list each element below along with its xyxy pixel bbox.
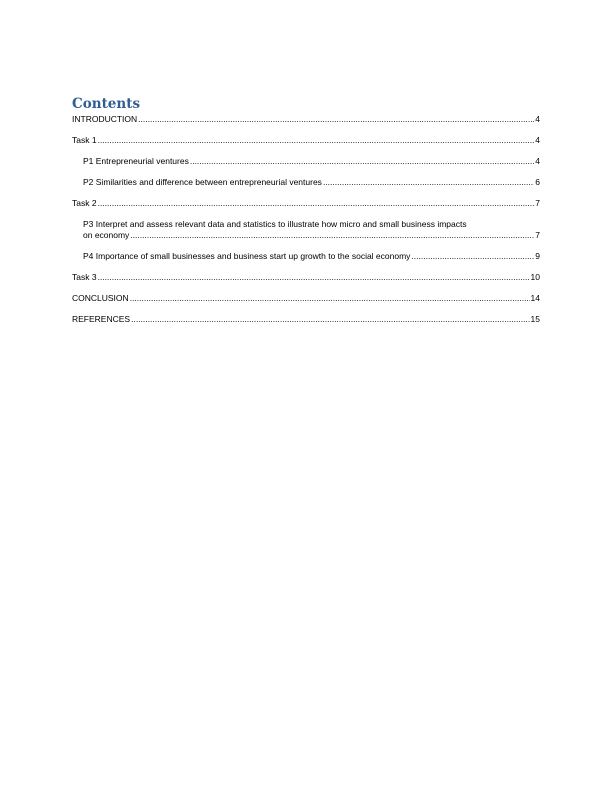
toc-entry-page: 7 — [535, 230, 540, 240]
toc-leader-dots — [323, 177, 534, 188]
toc-entry-p1[interactable] — [72, 156, 540, 167]
toc-entry-label: Task 2 — [72, 198, 97, 208]
toc-entry-label: REFERENCES — [72, 314, 131, 324]
toc-entry-label: Task 3 — [72, 272, 97, 282]
toc-entry-page: 10 — [530, 272, 540, 282]
toc-entry-conclusion[interactable] — [72, 293, 540, 304]
toc-entry-task-3[interactable] — [72, 272, 540, 283]
toc-leader-dots — [130, 230, 534, 241]
toc-entry-page: 4 — [535, 135, 540, 145]
toc-entry-label: INTRODUCTION — [72, 114, 138, 124]
toc-entry-label: P1 Entrepreneurial ventures — [83, 156, 189, 166]
toc-leader-dots — [98, 272, 530, 283]
toc-leader-dots — [98, 135, 535, 146]
toc-entry-page: 7 — [535, 198, 540, 208]
table-of-contents — [72, 96, 540, 335]
toc-entry-page: 4 — [535, 156, 540, 166]
toc-entry-task-2[interactable] — [72, 198, 540, 209]
toc-entry-p3[interactable] — [72, 219, 540, 241]
toc-leader-dots — [411, 251, 534, 262]
toc-entry-label: Task 1 — [72, 135, 97, 145]
toc-entry-p2[interactable] — [72, 177, 540, 188]
toc-entry-references[interactable] — [72, 314, 540, 325]
toc-entry-page: 9 — [535, 251, 540, 261]
toc-leader-dots — [138, 114, 534, 125]
toc-entry-label-line1: P3 Interpret and assess relevant data and statistics to illustrate how micro and small business impacts — [83, 219, 467, 229]
toc-leader-dots — [190, 156, 534, 167]
toc-entry-page: 4 — [535, 114, 540, 124]
toc-title: Contents — [72, 96, 141, 112]
toc-entry-p4[interactable] — [72, 251, 540, 262]
toc-entry-label: CONCLUSION — [72, 293, 129, 303]
toc-leader-dots — [131, 314, 529, 325]
toc-entry-label: P2 Similarities and difference between entrepreneurial ventures — [83, 177, 322, 187]
toc-entry-label: P4 Importance of small businesses and business start up growth to the social economy — [83, 251, 411, 261]
toc-entry-introduction[interactable] — [72, 114, 540, 125]
toc-entry-label-line2: on economy — [83, 230, 130, 240]
toc-entry-page: 15 — [530, 314, 540, 324]
toc-entry-page: 14 — [530, 293, 540, 303]
toc-leader-dots — [98, 198, 535, 209]
toc-list — [72, 114, 540, 325]
toc-entry-task-1[interactable] — [72, 135, 540, 146]
toc-entry-page: 6 — [535, 177, 540, 187]
toc-leader-dots — [130, 293, 530, 304]
